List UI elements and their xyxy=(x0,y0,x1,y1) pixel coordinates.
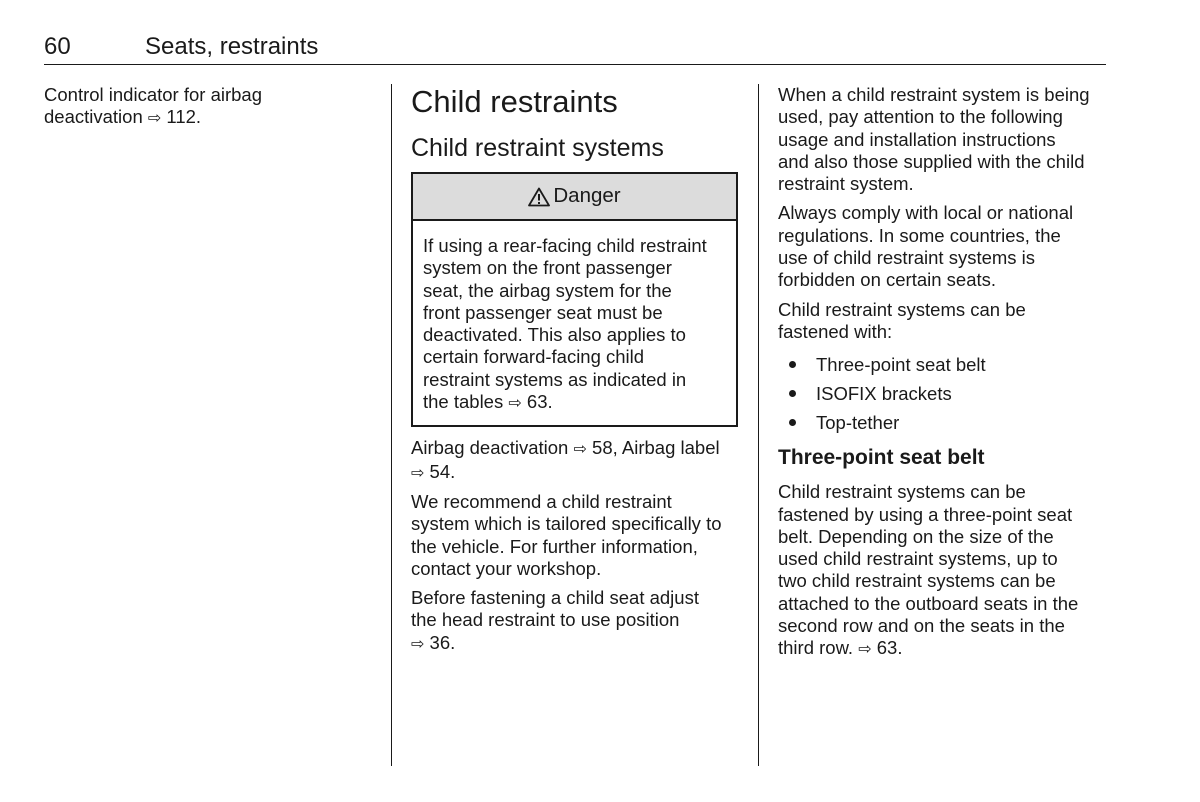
cross-reference-arrow-icon: ⇨ xyxy=(858,639,872,659)
column-divider-2 xyxy=(758,84,759,766)
page-number: 60 xyxy=(44,33,71,60)
cross-reference-arrow-icon: ⇨ xyxy=(411,462,425,482)
page-reference-link[interactable]: 58, Airbag label xyxy=(592,437,720,459)
airbag-indicator-paragraph: Control indicator for airbag deactivation ⇨ 112. xyxy=(44,84,262,128)
header-rule xyxy=(44,64,1106,65)
danger-text: If using a rear-facing child restraint system on the front passenger seat, the airbag system for the front passenger seat must be deactivated. This also applies to certain forward-facing child restraint systems as indicated in the tables ⇨ 63. xyxy=(423,235,707,413)
section-title: Seats, restraints xyxy=(145,33,319,60)
cross-reference-arrow-icon: ⇨ xyxy=(573,439,587,459)
list-item: Top-tether xyxy=(778,408,1108,437)
head-restraint-paragraph: Before fastening a child seat adjust the head restraint to use position ⇨ 36. xyxy=(411,587,699,653)
bullet-icon xyxy=(789,361,796,368)
column-3 xyxy=(778,84,1108,668)
bullet-icon xyxy=(789,419,796,426)
page-reference-link[interactable]: 36. xyxy=(429,631,456,653)
three-point-belt-paragraph: Child restraint systems can be fastened by using a three-point seat belt. Depending on the size of the used child restraint systems, up to two child restraint systems can be attached to the outboard seats in the second row and on the seats in the third row. ⇨ 63. xyxy=(778,481,1079,659)
chapter-heading: Child restraints xyxy=(411,84,618,119)
cross-reference-arrow-icon: ⇨ xyxy=(508,393,522,413)
subsection-heading: Three-point seat belt xyxy=(778,446,985,470)
section-heading: Child restraint systems xyxy=(411,134,664,162)
danger-header xyxy=(413,174,736,221)
airbag-deactivation-paragraph: Airbag deactivation ⇨ 58, Airbag label ⇨ 54. xyxy=(411,437,720,482)
page-reference-link[interactable]: 63. xyxy=(526,391,553,413)
regulations-paragraph: Always comply with local or national regulations. In some countries, the use of child restraint systems is forbidden on certain seats. xyxy=(778,202,1074,291)
cross-reference-arrow-icon: ⇨ xyxy=(147,108,162,128)
column-divider-1 xyxy=(391,84,392,766)
list-item: Three-point seat belt xyxy=(778,350,1108,379)
column-1 xyxy=(44,84,364,137)
page-reference-link[interactable]: 63. xyxy=(876,637,903,659)
list-item: ISOFIX brackets xyxy=(778,379,1108,408)
page-reference-link[interactable]: 54. xyxy=(429,460,456,482)
fastening-options-paragraph: Child restraint systems can be fastened with: xyxy=(778,298,1026,342)
danger-notice xyxy=(411,172,738,427)
usage-instructions-paragraph: When a child restraint system is being used, pay attention to the following usage and installation instructions and also those supplied with the child restraint system. xyxy=(778,84,1090,195)
page-reference-link[interactable]: 112. xyxy=(166,106,202,128)
recommendation-paragraph: We recommend a child restraint system which is tailored specifically to the vehicle. For further information, contact your workshop. xyxy=(411,490,722,579)
fastening-options-list xyxy=(778,350,1108,437)
warning-triangle-icon xyxy=(528,187,550,207)
bullet-icon xyxy=(789,390,796,397)
column-2 xyxy=(411,84,741,662)
cross-reference-arrow-icon: ⇨ xyxy=(411,633,425,653)
danger-label: Danger xyxy=(553,184,621,208)
